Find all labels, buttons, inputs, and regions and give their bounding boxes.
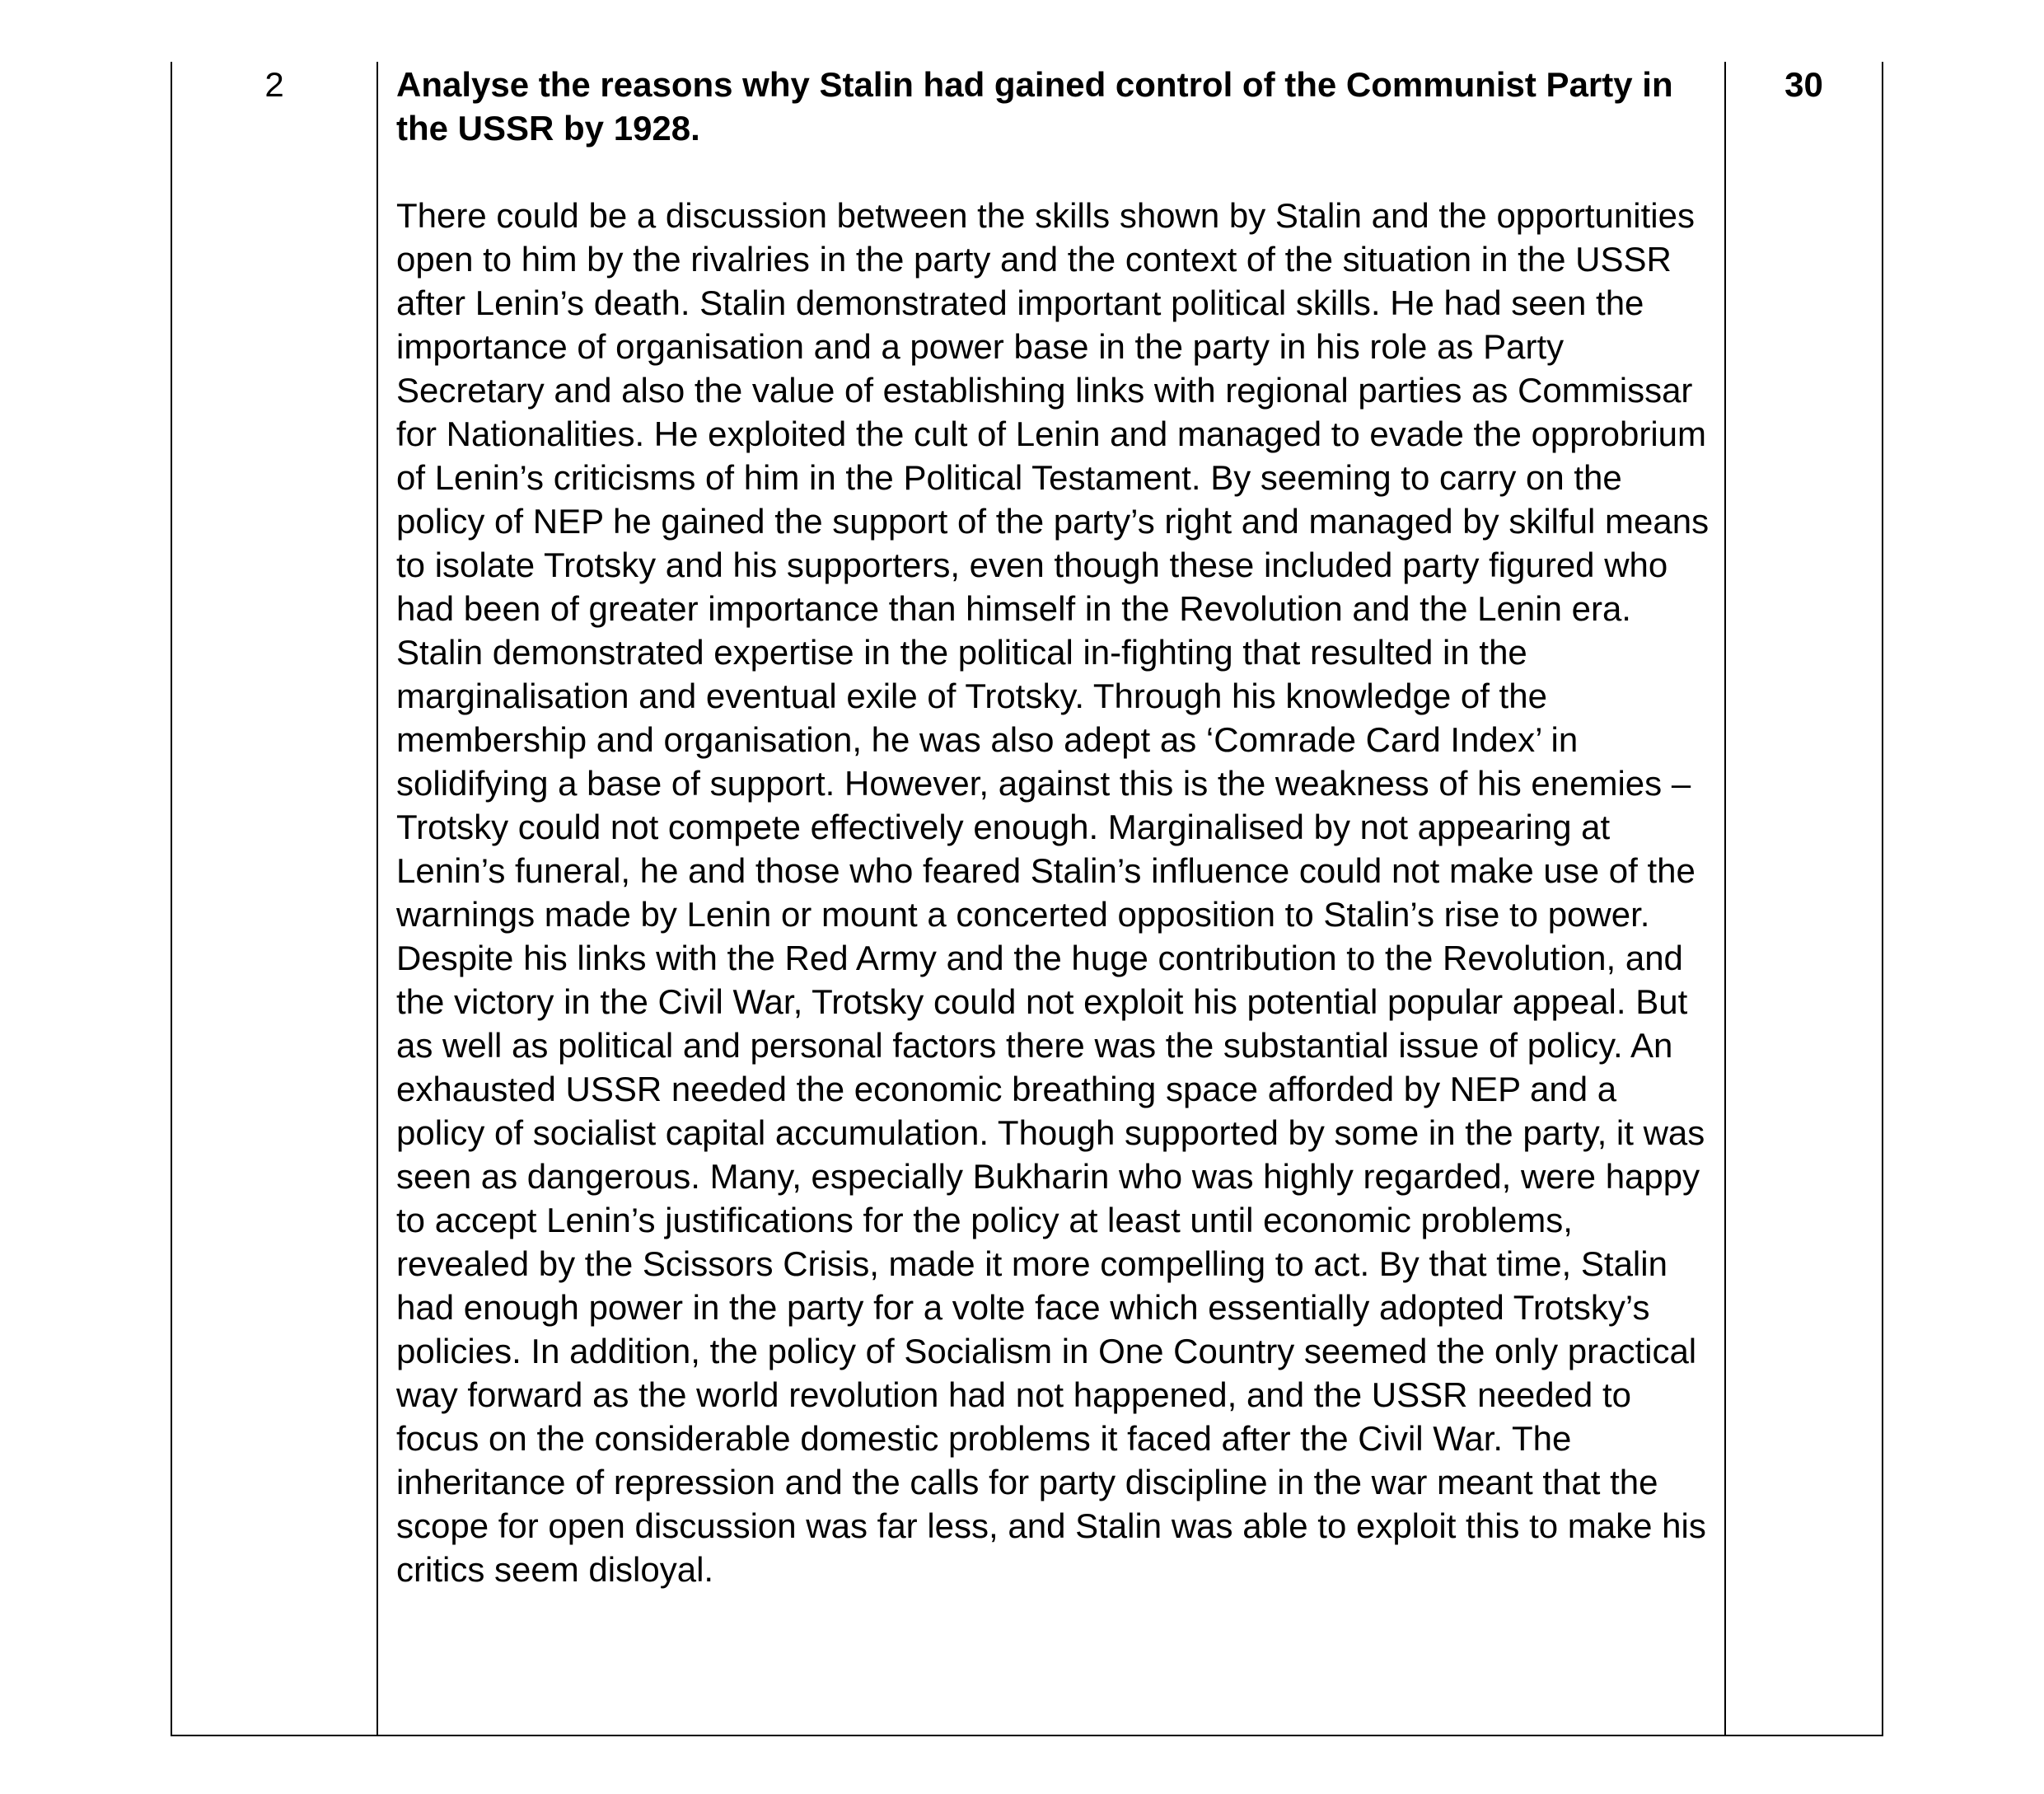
question-row [171,62,1883,1735]
question-body-cell [377,62,1725,1735]
indicative-content: There could be a discussion between the skills shown by Stalin and the opportunities open to him by the rivalries in the party and the context of the situation in the USSR after Lenin’s death. Stalin demonstrated important political skills. He had seen the importance of organisation and a power base in the party in his role as Party Secretary and also the value of establishing links with regional parties as Commissar for Nationalities. He exploited the cult of Lenin and managed to evade the opprobrium of Lenin’s criticisms of him in the Political Testament. By seeming to carry on the policy of NEP he gained the support of the party’s right and managed by skilful means to isolate Trotsky and his supporters, even though these included party figured who had been of greater importance than himself in the Revolution and the Lenin era. Stalin demonstrated expertise in the political in-fighting that resulted in the marginalisation and eventual exile of Trotsky. Through his knowledge of the membership and organisation, he was also adept as ‘Comrade Card Index’ in solidifying a base of support. However, against this is the weakness of his enemies – Trotsky could not compete effectively enough. Marginalised by not appearing at Lenin’s funeral, he and those who feared Stalin’s influence could not make use of the warnings made by Lenin or mount a concerted opposition to Stalin’s rise to power. Despite his links with the Red Army and the huge contribution to the Revolution, and the victory in the Civil War, Trotsky could not exploit his potential popular appeal. But as well as political and personal factors there was the substantial issue of policy. An exhausted USSR needed the economic breathing space afforded by NEP and a policy of socialist capital accumulation. Though supported by some in the party, it was seen as dangerous. Many, especially Bukharin who was highly regarded, were happy to accept Lenin’s justifications for the policy at least until economic problems, revealed by the Scissors Crisis, made it more compelling to act. By that time, Stalin had enough power in the party for a volte face which essentially adopted Trotsky’s policies. In addition, the policy of Socialism in One Country seemed the only practical way forward as the world revolution had not happened, and the USSR needed to focus on the considerable domestic problems it faced after the Civil War. The inheritance of repression and the calls for party discipline in the war meant that the scope for open discussion was far less, and Stalin was able to exploit this to make his critics seem disloyal. [396,196,1710,1589]
question-title: Analyse the reasons why Stalin had gained control of the Communist Party in the USSR by 1928. [396,65,1673,148]
question-number: 2 [264,65,284,104]
mark-scheme-table [171,62,1883,1736]
marks-cell [1725,62,1883,1735]
question-number-cell [171,62,377,1735]
marks-value: 30 [1784,65,1823,104]
